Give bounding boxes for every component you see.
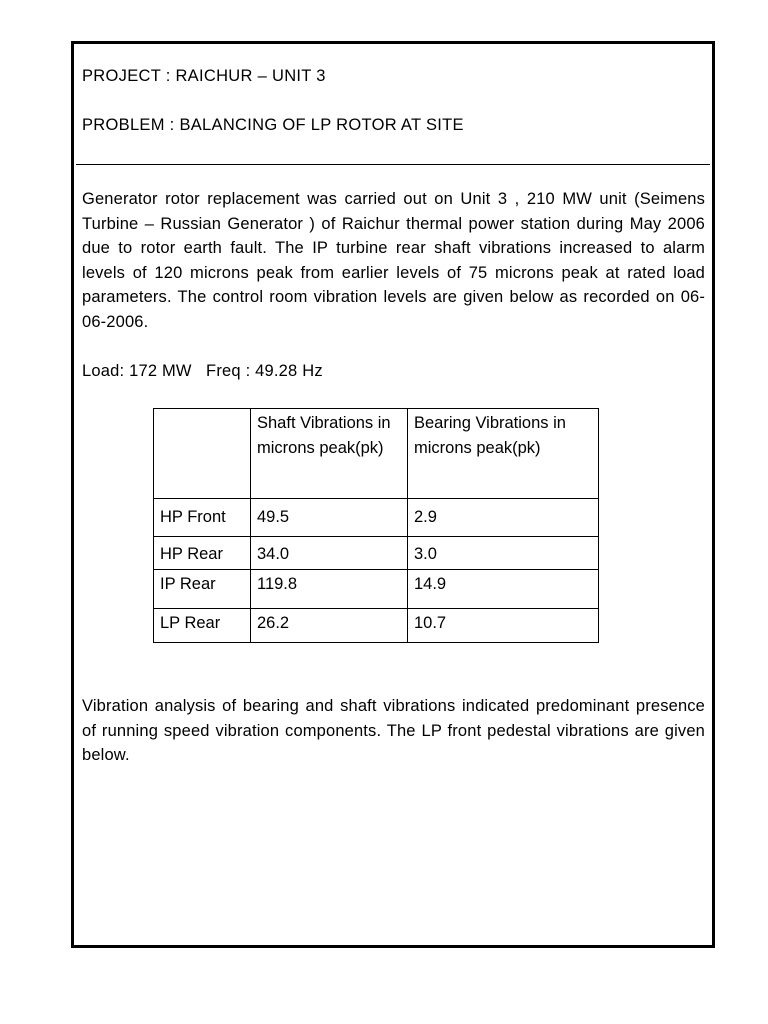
table-cell: 34.0 bbox=[251, 537, 408, 570]
table-cell: 119.8 bbox=[251, 570, 408, 609]
table-cell: 14.9 bbox=[408, 570, 599, 609]
vibration-table bbox=[153, 408, 599, 643]
page-frame bbox=[71, 41, 715, 948]
table-cell: 49.5 bbox=[251, 499, 408, 537]
table-header-cell: Shaft Vibrations in microns peak(pk) bbox=[251, 409, 408, 499]
problem-title: PROBLEM : BALANCING OF LP ROTOR AT SITE bbox=[82, 116, 464, 134]
table-cell: HP Front bbox=[154, 499, 251, 537]
header-divider bbox=[76, 164, 710, 165]
table-cell: 26.2 bbox=[251, 609, 408, 643]
intro-paragraph: Generator rotor replacement was carried out on Unit 3 , 210 MW unit (Seimens Turbine – Russian Generator ) of Raichur thermal power station during May 2006 due to rotor earth fault. The IP turbine rear shaft vibrations increased to alarm levels of 120 microns peak from earlier levels of 75 microns peak at rated load parameters. The control room vibration levels are given below as recorded on 06-06-2006. bbox=[82, 190, 705, 331]
table-cell: 3.0 bbox=[408, 537, 599, 570]
table-header-cell: Bearing Vibrations in microns peak(pk) bbox=[408, 409, 599, 499]
table-row bbox=[154, 499, 599, 537]
table-cell: 2.9 bbox=[408, 499, 599, 537]
table-cell: LP Rear bbox=[154, 609, 251, 643]
table-row bbox=[154, 609, 599, 643]
table-cell: 10.7 bbox=[408, 609, 599, 643]
table-cell: HP Rear bbox=[154, 537, 251, 570]
table-row bbox=[154, 537, 599, 570]
table-header-cell bbox=[154, 409, 251, 499]
table-row bbox=[154, 570, 599, 609]
analysis-paragraph: Vibration analysis of bearing and shaft vibrations indicated predominant presence of running speed vibration components. The LP front pedestal vibrations are given below. bbox=[82, 697, 705, 765]
table-header-row bbox=[154, 409, 599, 499]
project-title: PROJECT : RAICHUR – UNIT 3 bbox=[82, 67, 326, 85]
load-frequency-line: Load: 172 MW Freq : 49.28 Hz bbox=[82, 362, 323, 380]
table-cell: IP Rear bbox=[154, 570, 251, 609]
